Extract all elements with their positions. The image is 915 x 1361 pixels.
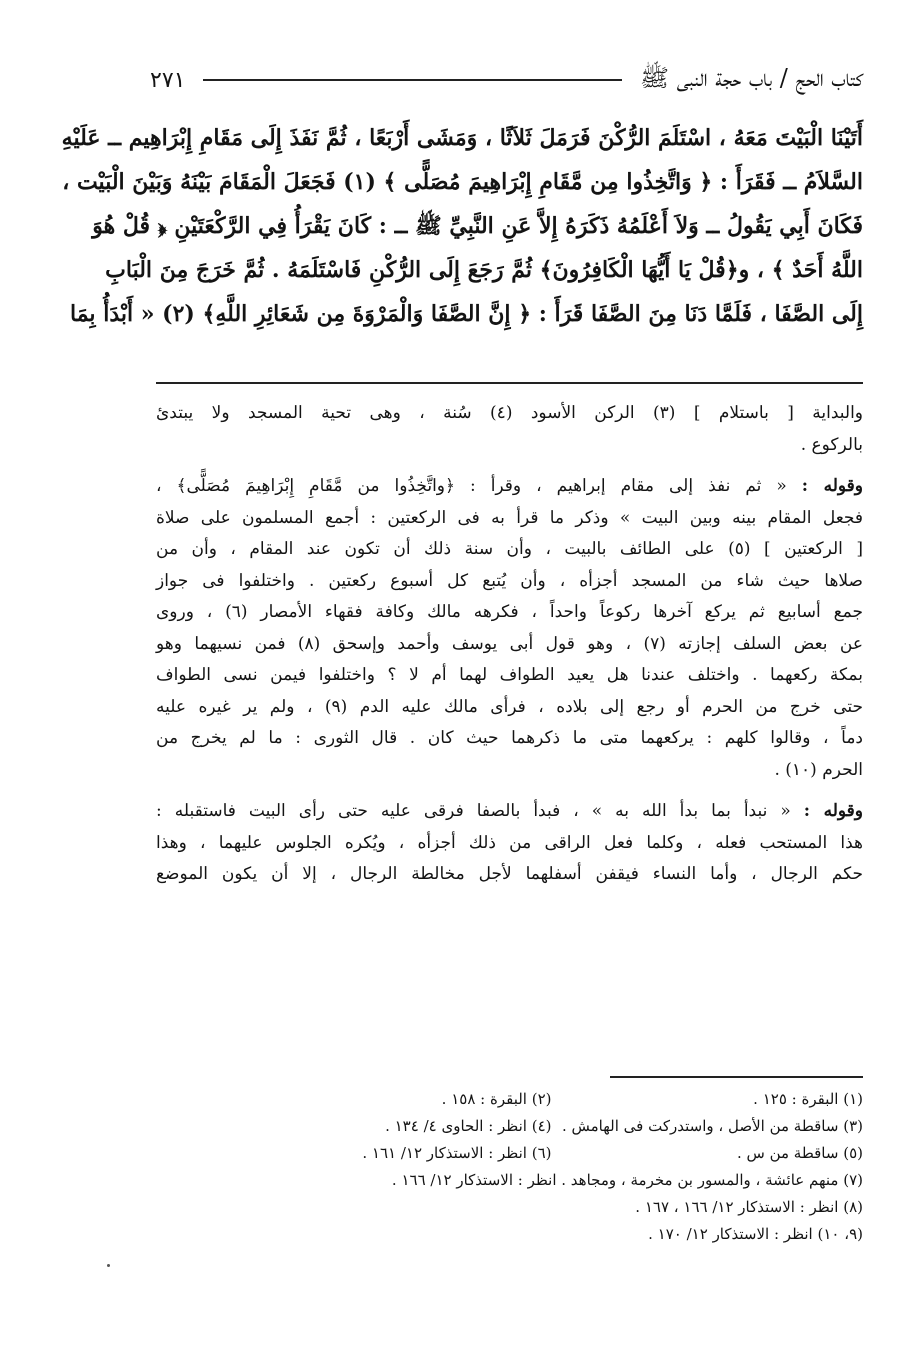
hadith-line: إِلَى الصَّفَا ، فَلَمَّا دَنَا مِنَ الصَّفَا قَرَأَ : ﴿ إِنَّ الصَّفَا وَالْمَرْوَةَ مِن شَعَائِرِ اللَّهِ﴾ (٢) « أَبْدَأُ بِمَا: [70, 301, 863, 327]
commentary-text-run: حتى خرج من الحرم أو رجع إلى بلاده ، فرأى مالك عليه الدم (٩) ، ولم ير غيره عليه: [156, 696, 864, 717]
hadith-text: [61, 116, 863, 336]
commentary-line: [156, 796, 863, 828]
text-separator-rule: [156, 382, 863, 384]
commentary-text-run: حكم الرجال ، وأما النساء فيقفن أسفلهما لأجل مخالطة الرجال ، إلا أن يكون الموضع: [156, 864, 863, 884]
commentary-line: [156, 859, 863, 891]
footnote-row: [240, 1086, 863, 1113]
commentary-lemma: وقوله :: [803, 801, 863, 821]
commentary-line: [156, 503, 863, 535]
commentary-line: [156, 534, 863, 566]
running-header: [150, 60, 863, 100]
hadith-line: السَّلاَمُ ــ فَقَرَأَ : ﴿ وَاتَّخِذُوا مِن مَّقَامِ إِبْرَاهِيمَ مُصَلًّى ﴾ (١) فَجَعَلَ الْمَقَامَ بَيْنَهُ وَبَيْنَ الْبَيْت ،: [62, 169, 863, 195]
footnote-8: (٨) انظر : الاستذكار ١٢/ ١٦٦ ، ١٦٧ .: [635, 1198, 863, 1216]
commentary-line: [156, 629, 863, 661]
commentary-line: [156, 755, 863, 787]
commentary-text-run: فجعل المقام بينه وبين البيت » وذكر ما قرأ به فى الركعتين : أجمع المسلمون على صلاة: [156, 507, 863, 528]
commentary-text: [156, 398, 863, 891]
scan-speck: [107, 1264, 110, 1267]
commentary-line: [156, 692, 863, 724]
footnote-2: (٢) البقرة : ١٥٨ .: [441, 1090, 552, 1108]
commentary-text-run: صلاها حيث شاء من المسجد أجزأه ، وأن يُتبع كل أسبوع ركعتين . واختلفوا فى جواز: [156, 570, 863, 591]
footnote-row: [240, 1113, 863, 1140]
hadith-line: فَكَانَ أَبِي يَقُولُ ــ وَلاَ أَعْلَمُهُ ذَكَرَهُ إِلاَّ عَنِ النَّبِيِّ ﷺ ــ : كَانَ يَقْرَأُ فِي الرَّكْعَتَيْنِ ﴿ قُلْ هُوَ: [92, 213, 863, 239]
hadith-line: اللَّهُ أَحَدٌ ﴾ ، و﴿قُلْ يَا أَيُّهَا الْكَافِرُونَ﴾ ثُمَّ رَجَعَ إِلَى الرُّكْنِ فَاسْتَلَمَهُ . ثُمَّ خَرَجَ مِنَ الْبَابِ: [105, 257, 863, 283]
footnote-3: (٣) ساقطة من الأصل ، واستدركت فى الهامش .: [561, 1117, 863, 1135]
commentary-line: [156, 566, 863, 598]
page-number: ٢٧١: [150, 67, 186, 93]
footnote-rule: [610, 1076, 863, 1078]
commentary-line: [156, 398, 863, 430]
commentary-text-run: جمع أسابيع ثم يركع آخرها ركوعاً واحداً ، فكرهه مالك وكافة فقهاء الأمصار (٦) ، وروى: [156, 602, 863, 622]
commentary-text-run: « ثم نفذ إلى مقام إبراهيم ، وقرأ : ﴿واتَّخِذُوا من مَّقَامِ إِبْرَاهِيمَ مُصَلًّى﴾ ،: [156, 476, 802, 496]
commentary-text-run: [ الركعتين ] (٥) على الطائف بالبيت ، وأن سنة ذلك أن تكون عند المقام ، وأن من: [156, 539, 864, 559]
commentary-line: [156, 828, 863, 860]
footnote-1: (١) البقرة : ١٢٥ .: [753, 1090, 863, 1108]
commentary-text-run: دماً ، وقالوا كلهم : يركعهما متى ما ذكرهما حيث كان . قال الثورى : ما لم يخرج من: [156, 728, 863, 748]
footnote-5: (٥) ساقطة من س .: [736, 1144, 863, 1162]
commentary-text-run: « نبدأ بما بدأ الله به » ، فبدأ بالصفا فرقى عليه حتى رأى البيت فاستقبله :: [156, 801, 804, 821]
footnote-6: (٦) انظر : الاستذكار ١٢/ ١٦١ .: [362, 1144, 552, 1162]
running-title: كتاب الحج / باب حجة النبى ﷺ: [640, 63, 863, 92]
footnote-4: (٤) انظر : الحاوى ٤/ ١٣٤ .: [385, 1117, 552, 1135]
footnote-9-10: (٩، ١٠) انظر : الاستذكار ١٢/ ١٧٠ .: [648, 1225, 863, 1243]
header-rule: [203, 79, 622, 81]
commentary-text-run: هذا المستحب فعله ، وكلما فعل الراقى من ذلك أجزأه ، ويُكره الجلوس عليهما ، وهذا: [156, 832, 863, 853]
commentary-lemma: وقوله :: [801, 476, 863, 496]
footnote-7: (٧) منهم عائشة ، والمسور بن مخرمة ، ومجاهد . انظر : الاستذكار ١٢/ ١٦٦ .: [391, 1171, 863, 1189]
commentary-text-run: عن بعض السلف إجازته (٧) ، وهو قول أبى يوسف وأحمد وإسحق (٨) فمن نسيهما وهو: [156, 633, 863, 654]
footnote-row: [240, 1140, 863, 1167]
commentary-text-run: بمكة ركعهما . واختلف عندنا هل يعيد الطواف لهما أم لا ؟ واختلفوا فيمن نسى الطواف: [156, 665, 863, 685]
commentary-line: [156, 471, 863, 503]
commentary-line: [156, 723, 863, 755]
footnotes: [240, 1086, 863, 1248]
footnote-row: [240, 1194, 863, 1221]
commentary-line: [156, 660, 863, 692]
commentary-line: [156, 597, 863, 629]
footnote-row: [240, 1167, 863, 1194]
footnote-row: [240, 1221, 863, 1248]
commentary-text-run: الحرم (١٠) .: [774, 759, 863, 780]
commentary-line: [156, 430, 863, 462]
commentary-text-run: والبداية [ باستلام ] (٣) الركن الأسود (٤) سُنة ، وهى تحية المسجد ولا يبتدئ: [156, 403, 863, 423]
commentary-text-run: بالركوع .: [800, 434, 863, 455]
hadith-line: أَتَيْنَا الْبَيْتَ مَعَهُ ، اسْتَلَمَ الرُّكْنَ فَرَمَلَ ثَلاَثًا ، وَمَشَى أَرْبَعًا ، ثُمَّ نَفَذَ إِلَى مَقَامِ إِبْرَاهِيم ــ عَلَيْهِ: [61, 125, 863, 151]
